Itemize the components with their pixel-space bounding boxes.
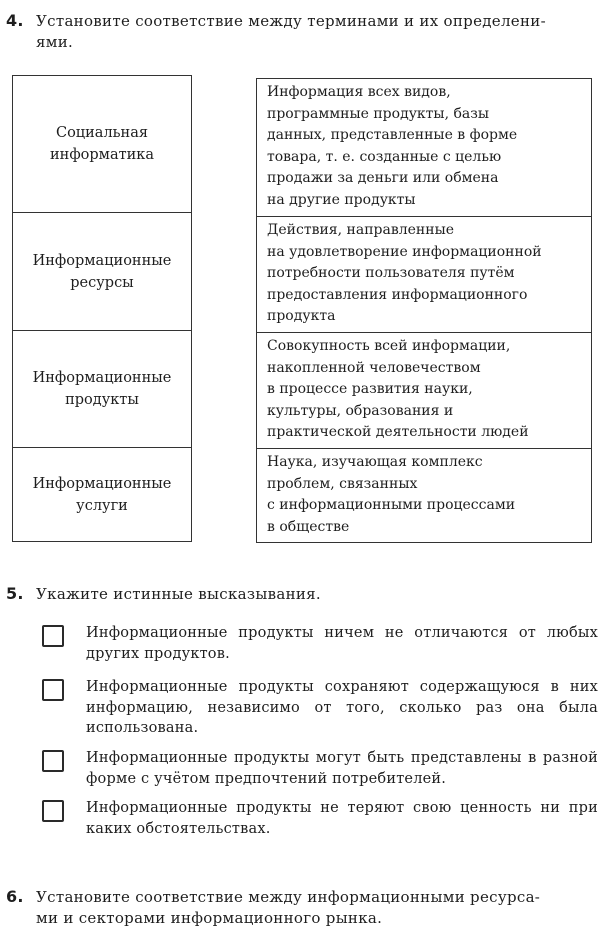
terms-table	[12, 75, 192, 542]
definition-cell[interactable]: Информация всех видов, программные продукты, базы данных, представленные в форме товара, т. е. созданные с целью продажи за деньги или обмена на другие продукты	[257, 79, 591, 217]
checkbox[interactable]	[42, 679, 64, 701]
definitions-table	[256, 78, 592, 543]
option-item	[42, 677, 602, 748]
term-cell[interactable]: Информационные услуги	[32, 475, 172, 514]
option-text: Информационные продукты ничем не отличаются от любых других продуктов.	[86, 625, 598, 662]
task-question: Установите соответствие между терминами и их определени-	[36, 12, 546, 30]
option-item	[42, 798, 602, 848]
term-cell[interactable]: Информационные ресурсы	[13, 213, 191, 331]
option-text: Информационные продукты могут быть представлены в разной форме с учётом предпочтений потребителей.	[86, 750, 598, 787]
definition-cell[interactable]: Наука, изучающая комплекс проблем, связанных с информационными процессами в обществе	[267, 454, 516, 535]
task-number: 6.	[6, 887, 24, 906]
checkbox[interactable]	[42, 750, 64, 772]
option-item	[42, 748, 602, 798]
task-question-continuation: ями.	[36, 33, 74, 51]
task-question: Укажите истинные высказывания.	[36, 585, 322, 603]
checkbox[interactable]	[42, 625, 64, 647]
option-text: Информационные продукты не теряют свою ценность ни при каких обстоятельствах.	[86, 800, 598, 837]
task-5	[6, 583, 606, 605]
definition-cell[interactable]: Совокупность всей информации, накопленной человечеством в процессе развития науки, культуры, образования и практической деятельности людей	[257, 333, 591, 449]
checkbox[interactable]	[42, 800, 64, 822]
task-number: 4.	[6, 11, 24, 30]
task-question-continuation: ми и секторами информационного рынка.	[36, 909, 383, 927]
task-6	[6, 886, 606, 929]
options-list	[42, 623, 602, 848]
option-item	[42, 623, 602, 677]
task-question: Установите соответствие между информационными ресурса-	[36, 888, 541, 906]
task-4	[6, 10, 606, 53]
term-cell[interactable]: Информационные продукты	[13, 331, 191, 448]
option-text: Информационные продукты сохраняют содержащуюся в них информацию, независимо от того, сколько раз она была использована.	[86, 679, 598, 736]
definition-cell[interactable]: Действия, направленные на удовлетворение информационной потребности пользователя путём предоставления информационного продукта	[257, 217, 591, 333]
task-number: 5.	[6, 584, 24, 603]
term-cell[interactable]: Социальная информатика	[13, 76, 191, 213]
